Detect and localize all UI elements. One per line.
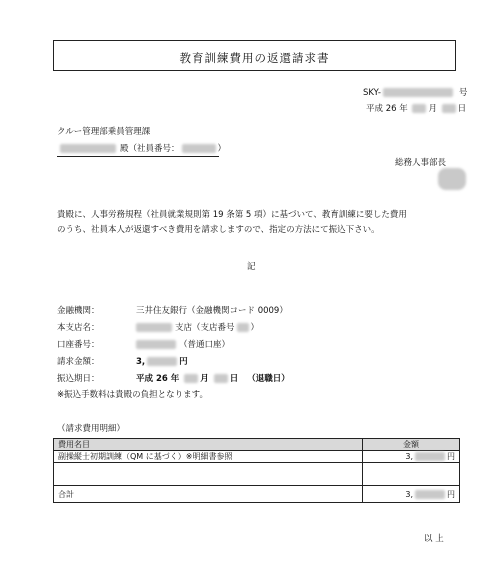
date-day-label: 日 <box>457 104 467 114</box>
closing-mark: 以 上 <box>424 534 444 544</box>
col-amount-header: 金額 <box>363 439 460 451</box>
due-day: 日 <box>229 374 239 384</box>
amount-label: 請求金額： <box>57 357 100 367</box>
total-unit: 円 <box>447 489 455 499</box>
spacer-cell-amount <box>363 463 460 486</box>
total-prefix: 3, <box>405 489 413 499</box>
due-value <box>136 374 290 385</box>
fee-note: ※振込手数料は貴殿の負担となります。 <box>57 390 208 400</box>
redacted-month <box>412 104 426 113</box>
detail-header-row <box>54 439 460 451</box>
redacted-recipient-name <box>60 144 116 153</box>
redacted-total-amount <box>415 490 445 499</box>
recipient-underline <box>57 156 219 157</box>
document-number <box>363 88 467 99</box>
body-line-1: 貴殿に、人事労務規程（社員就業規則第 19 条第 5 項）に基づいて、教育訓練に要した費用 <box>57 210 407 220</box>
issue-date <box>366 104 466 115</box>
total-label: 合計 <box>54 486 363 503</box>
recipient-close: ） <box>217 144 227 154</box>
branch-mid: 支店（支店番号 <box>175 323 235 333</box>
recipient-department: クルー管理部乗員管理課 <box>57 127 151 137</box>
doc-number-prefix: SKY- <box>363 88 381 98</box>
title-box <box>53 40 456 71</box>
detail-spacer-row <box>54 463 460 486</box>
account-type: （普通口座） <box>179 340 231 350</box>
total-amount <box>363 486 460 503</box>
document-title: 教育訓練費用の返還請求書 <box>179 51 330 65</box>
redacted-branch-name <box>136 323 172 332</box>
redacted-due-month <box>184 374 198 383</box>
account-value <box>136 340 230 351</box>
redacted-amount <box>147 357 177 366</box>
sender-title: 総務人事部長 <box>395 158 447 168</box>
spacer-cell-item <box>54 463 363 486</box>
detail-caption: （請求費用明細） <box>57 424 126 434</box>
due-month: 月 <box>200 374 209 384</box>
redacted-employee-number <box>182 144 216 153</box>
due-note: （退職日） <box>247 374 290 384</box>
detail-total-row <box>54 486 460 503</box>
redacted-branch-number <box>237 323 249 332</box>
due-era: 平成 26 年 <box>136 374 180 384</box>
amount-value <box>136 357 188 368</box>
detail-row-item: 副操縦士初期訓練（QM に基づく）※明細書参照 <box>54 451 363 463</box>
amount-unit: 円 <box>179 357 188 367</box>
amount-prefix: 3, <box>136 357 146 367</box>
row-amount-unit: 円 <box>447 452 455 461</box>
body-line-2: のうち、社員本人が返還すべき費用を請求しますので、指定の方法にて振込下さい。 <box>57 225 380 235</box>
redacted-row-amount <box>415 452 445 461</box>
redacted-due-day <box>214 374 228 383</box>
due-label: 振込期日： <box>57 374 100 384</box>
account-label: 口座番号： <box>57 340 100 350</box>
bank-value: 三井住友銀行（金融機関コード 0009） <box>136 306 288 316</box>
doc-number-suffix: 号 <box>458 88 468 98</box>
redacted-day <box>442 104 456 113</box>
bank-label: 金融機関： <box>57 306 100 316</box>
redacted-account-number <box>136 340 176 349</box>
date-month-label: 月 <box>428 104 437 114</box>
branch-label: 本支店名： <box>57 323 100 333</box>
detail-row-amount <box>363 451 460 463</box>
detail-table <box>53 438 460 503</box>
recipient-name-line <box>60 144 226 155</box>
recipient-honorific: 殿（社員番号： <box>120 144 180 154</box>
ki-heading: 記 <box>247 262 256 272</box>
redacted-doc-number <box>383 88 453 97</box>
branch-value <box>136 323 259 334</box>
row-amount-prefix: 3, <box>405 452 413 461</box>
redacted-sender-seal <box>438 168 466 190</box>
branch-close: ） <box>250 323 260 333</box>
date-era: 平成 26 年 <box>366 104 408 114</box>
detail-row <box>54 451 460 463</box>
col-item-header: 費用名目 <box>54 439 363 451</box>
